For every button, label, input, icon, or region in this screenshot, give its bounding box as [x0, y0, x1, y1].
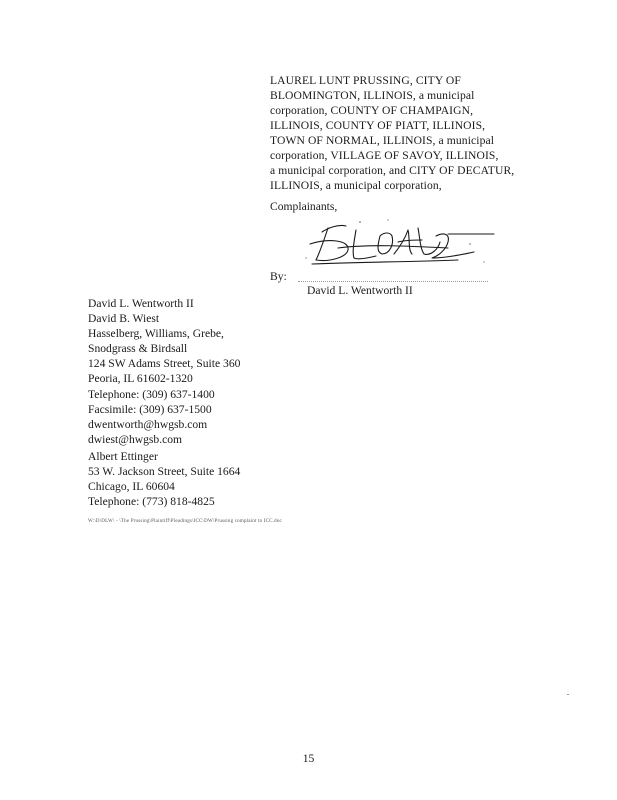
counsel-line: Peoria, IL 61602-1320: [88, 372, 193, 386]
handwritten-signature: [298, 214, 498, 270]
party-line: ILLINOIS, a municipal corporation,: [270, 179, 442, 192]
counsel-line: David L. Wentworth II: [88, 297, 194, 310]
by-label: By:: [270, 270, 287, 283]
document-path-footer: W:\D\DLW\ - \The Prussing\Plaintiff\Pleadings\ICC\DW\Prussing complaint to ICC.doc: [88, 519, 282, 524]
signature-line: [298, 281, 488, 282]
counsel-line: 124 SW Adams Street, Suite 360: [88, 357, 241, 371]
counsel-line: Snodgrass & Birdsall: [88, 342, 188, 356]
party-line: a municipal corporation, and CITY OF DECATUR,: [270, 164, 515, 177]
party-line: BLOOMINGTON, ILLINOIS, a municipal: [270, 89, 475, 102]
signer-name: David L. Wentworth II: [307, 284, 413, 297]
co-counsel-line: 53 W. Jackson Street, Suite 1664: [88, 465, 241, 479]
co-counsel-telephone: Telephone: (773) 818-4825: [88, 495, 215, 509]
party-line: corporation, VILLAGE OF SAVOY, ILLINOIS,: [270, 149, 499, 162]
party-line: TOWN OF NORMAL, ILLINOIS, a municipal: [270, 134, 495, 147]
co-counsel-line: Albert Ettinger: [88, 450, 158, 463]
counsel-email: dwiest@hwgsb.com: [88, 432, 183, 446]
counsel-facsimile: Facsimile: (309) 637-1500: [88, 402, 212, 416]
counsel-email: dwentworth@hwgsb.com: [88, 417, 208, 431]
counsel-line: Hasselberg, Williams, Grebe,: [88, 327, 224, 341]
counsel-telephone: Telephone: (309) 637-1400: [88, 387, 215, 401]
page-number: 15: [302, 752, 315, 765]
co-counsel-line: Chicago, IL 60604: [88, 480, 175, 494]
counsel-address-block: [88, 296, 240, 447]
party-line: corporation, COUNTY OF CHAMPAIGN,: [270, 104, 474, 117]
party-line: LAUREL LUNT PRUSSING, CITY OF: [270, 74, 461, 87]
co-counsel-address-block: [88, 449, 240, 509]
scan-speck: [567, 694, 569, 695]
complainant-parties-block: [270, 73, 540, 193]
complainants-label: Complainants,: [270, 200, 338, 213]
party-line: ILLINOIS, COUNTY OF PIATT, ILLINOIS,: [270, 119, 486, 132]
counsel-line: David B. Wiest: [88, 312, 160, 326]
